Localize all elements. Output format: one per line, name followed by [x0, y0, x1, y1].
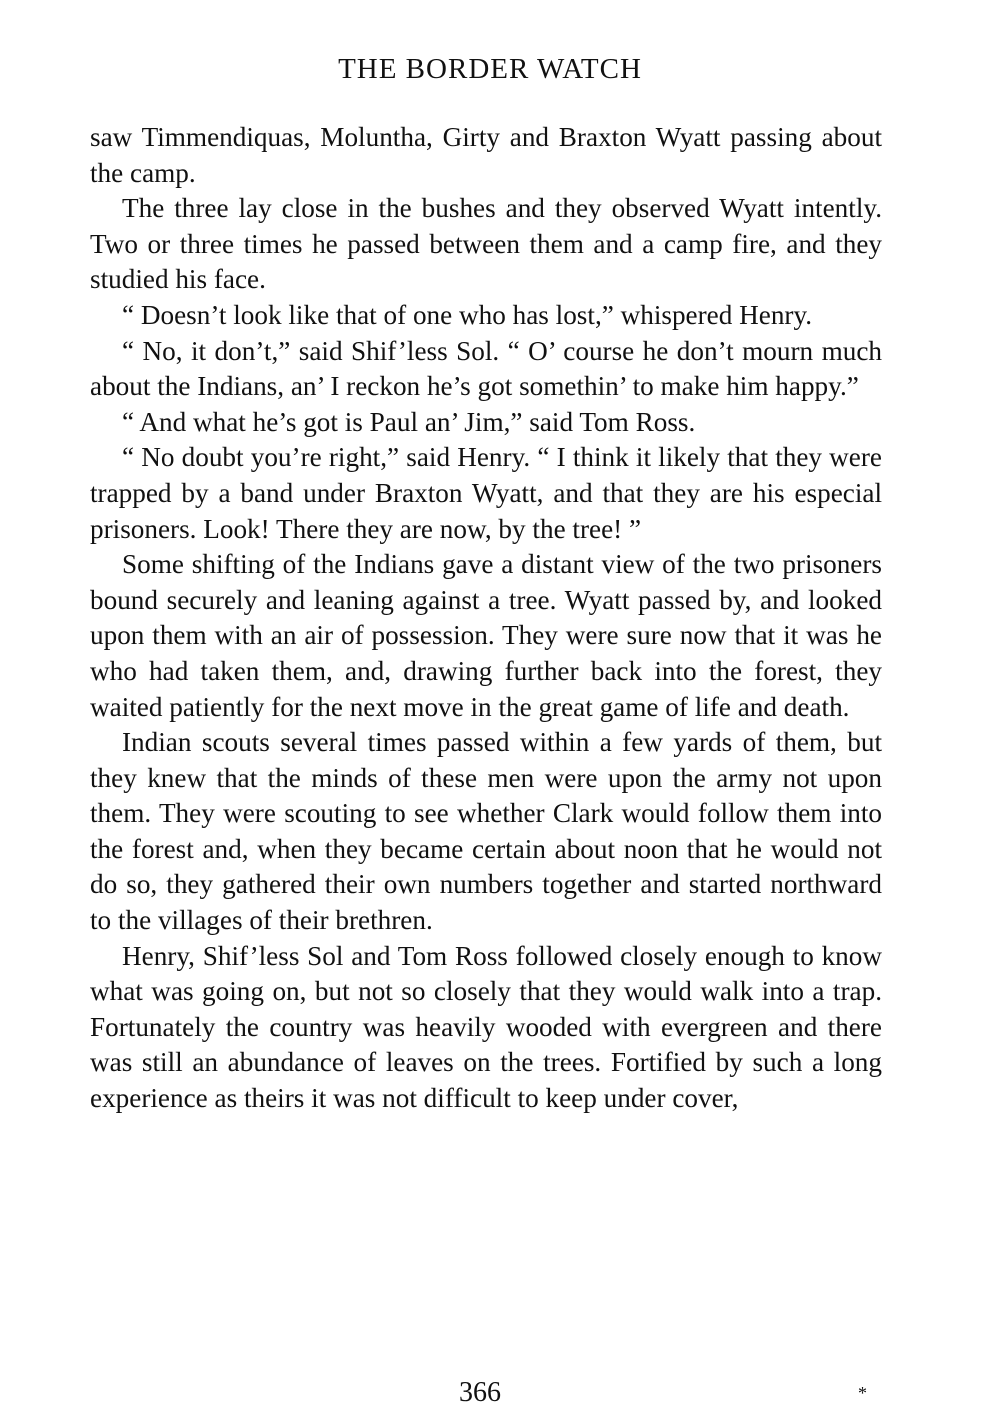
paragraph: Henry, Shif’less Sol and Tom Ross followed closely enough to know what was going on, but not so closely that they would walk into a trap. Fortunately the country was heavily wooded with evergreen and there was still an abundance of leaves on the trees. Fortified by such a long experience as theirs it was not difficult to keep under cover,: [90, 940, 882, 1114]
body-text: [90, 120, 882, 1117]
paragraph: “ No doubt you’re right,” said Henry. “ I think it likely that they were trapped by a band under Braxton Wyatt, and that they are his especial prisoners. Look! There they are now, by the tree! ”: [90, 442, 882, 544]
paragraph: “ No, it don’t,” said Shif’less Sol. “ O’ course he don’t mourn much about the Indians, an’ I reckon he’s got somethin’ to make him happy.”: [90, 335, 882, 402]
paragraph-continued: saw Timmendiquas, Moluntha, Girty and Braxton Wyatt passing about the camp.: [90, 122, 882, 188]
running-title: THE BORDER WATCH: [338, 53, 642, 85]
paragraph: “ And what he’s got is Paul an’ Jim,” said Tom Ross.: [122, 406, 696, 437]
paragraph: “ Doesn’t look like that of one who has lost,” whispered Henry.: [122, 299, 813, 330]
paragraph: Indian scouts several times passed within a few yards of them, but they knew that the minds of these men were upon the army not upon them. They were scouting to see whether Clark would follow them into the forest and, when they became certain about noon that he would not do so, they gathered their own numbers together and started northward to the villages of their brethren.: [90, 727, 882, 936]
paragraph: Some shifting of the Indians gave a distant view of the two prisoners bound securely and leaning against a tree. Wyatt passed by, and looked upon them with an air of possession. They were sure now that it was he who had taken them, and, drawing further back into the forest, they waited patiently for the next move in the great game of life and death.: [90, 549, 882, 722]
page-number: 366: [459, 1377, 501, 1408]
paragraph: The three lay close in the bushes and they observed Wyatt intently. Two or three times he passed between them and a camp fire, and they studied his face.: [90, 193, 882, 295]
footer-mark: *: [858, 1383, 867, 1403]
